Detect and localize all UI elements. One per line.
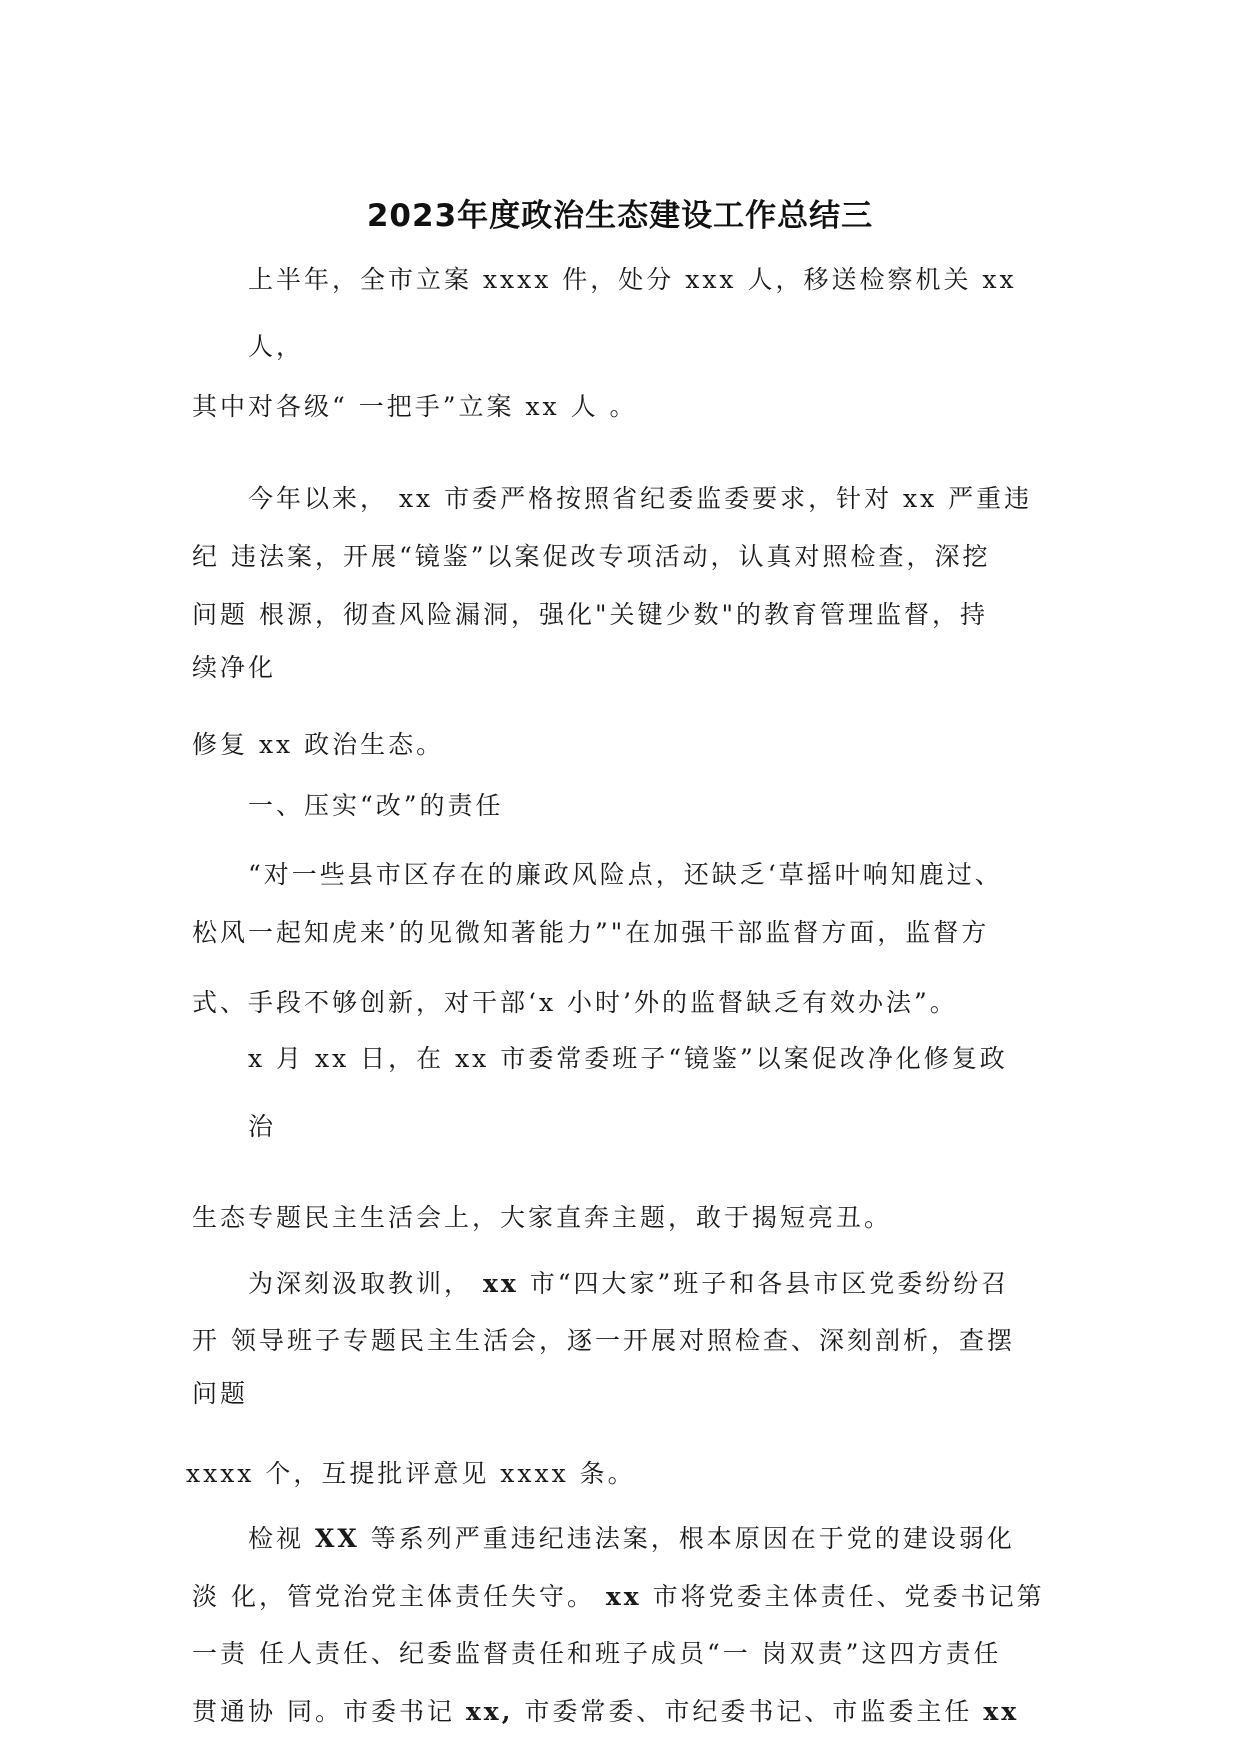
section-heading: 一、压实“改”的责任: [248, 791, 504, 820]
body-line-12: 式、手段不够创新，对干部‘x 小时’外的监督缺乏有效办法”。: [192, 988, 958, 1017]
body-line-20-part-c: 等系列严重违纪违法案，根本原因在于党的建设弱化: [370, 1524, 1015, 1553]
body-line-23-bold-name: xx,: [465, 1697, 514, 1726]
body-line-18: 问题: [192, 1379, 249, 1408]
body-line-20: [248, 1522, 1015, 1556]
body-line-20-part-a: 检视: [248, 1524, 305, 1553]
body-line-17: 开 领导班子专题民主生活会，逐一开展对照检查、深刻剖析，查摆: [192, 1326, 1015, 1355]
body-line-19: xxxx 个，互提批评意见 xxxx 条。: [186, 1459, 636, 1488]
document-title: 2023年度政治生态建设工作总结三: [366, 198, 874, 234]
body-line-13: x 月 xx 日，在 xx 市委常委班子“镜鉴”以案促改净化修复政: [248, 1044, 1008, 1073]
body-line-16: [248, 1267, 1009, 1301]
body-line-23-part-a: 贯通协 同。市委书记: [192, 1697, 455, 1726]
body-line-11: 松风一起知虎来’的见微知著能力”"在加强干部监督方面，监督方: [192, 918, 990, 947]
body-line-2: 人，: [248, 332, 305, 361]
body-line-21-part-c: 市将党委主体责任、党委书记第: [652, 1582, 1045, 1611]
body-line-20-bold: XX: [314, 1524, 360, 1553]
body-line-23: [192, 1695, 1019, 1729]
body-line-14: 治: [248, 1112, 277, 1141]
body-line-7: 续净化: [192, 653, 277, 682]
body-line-15: 生态专题民主生活会上，大家直奔主题，敢于揭短亮丑。: [192, 1203, 893, 1232]
body-line-21: [192, 1580, 1045, 1614]
body-line-16-bold: xx: [482, 1269, 519, 1298]
body-line-23-bold-end: xx: [983, 1697, 1020, 1726]
body-line-23-part-c: 市委常委、市纪委书记、市监委主任: [524, 1697, 973, 1726]
body-line-16-part-c: 市“四大家”班子和各县市区党委纷纷召: [529, 1269, 1010, 1298]
body-line-21-bold: xx: [605, 1582, 642, 1611]
body-line-1: 上半年，全市立案 xxxx 件，处分 xxx 人，移送检察机关 xx: [248, 265, 1017, 294]
body-line-3: 其中对各级“ 一把手”立案 xx 人 。: [192, 392, 638, 421]
body-line-5: 纪 违法案，开展“镜鉴”以案促改专项活动，认真对照检查，深挖: [192, 542, 991, 571]
body-line-8: 修复 xx 政治生态。: [192, 730, 445, 759]
body-line-16-part-a: 为深刻汲取教训，: [248, 1269, 473, 1298]
body-line-21-part-a: 淡 化，管党治党主体责任失守。: [192, 1582, 595, 1611]
body-line-22: 一责 任人责任、纪委监督责任和班子成员“一 岗双责”这四方责任: [192, 1639, 1002, 1668]
body-line-6: 问题 根源，彻查风险漏洞，强化"关键少数"的教育管理监督，持: [192, 600, 988, 629]
body-line-10: “对一些县市区存在的廉政风险点，还缺乏‘草摇叶响知鹿过、: [248, 860, 1003, 889]
body-line-4: 今年以来， xx 市委严格按照省纪委监委要求，针对 xx 严重违: [248, 484, 1033, 513]
